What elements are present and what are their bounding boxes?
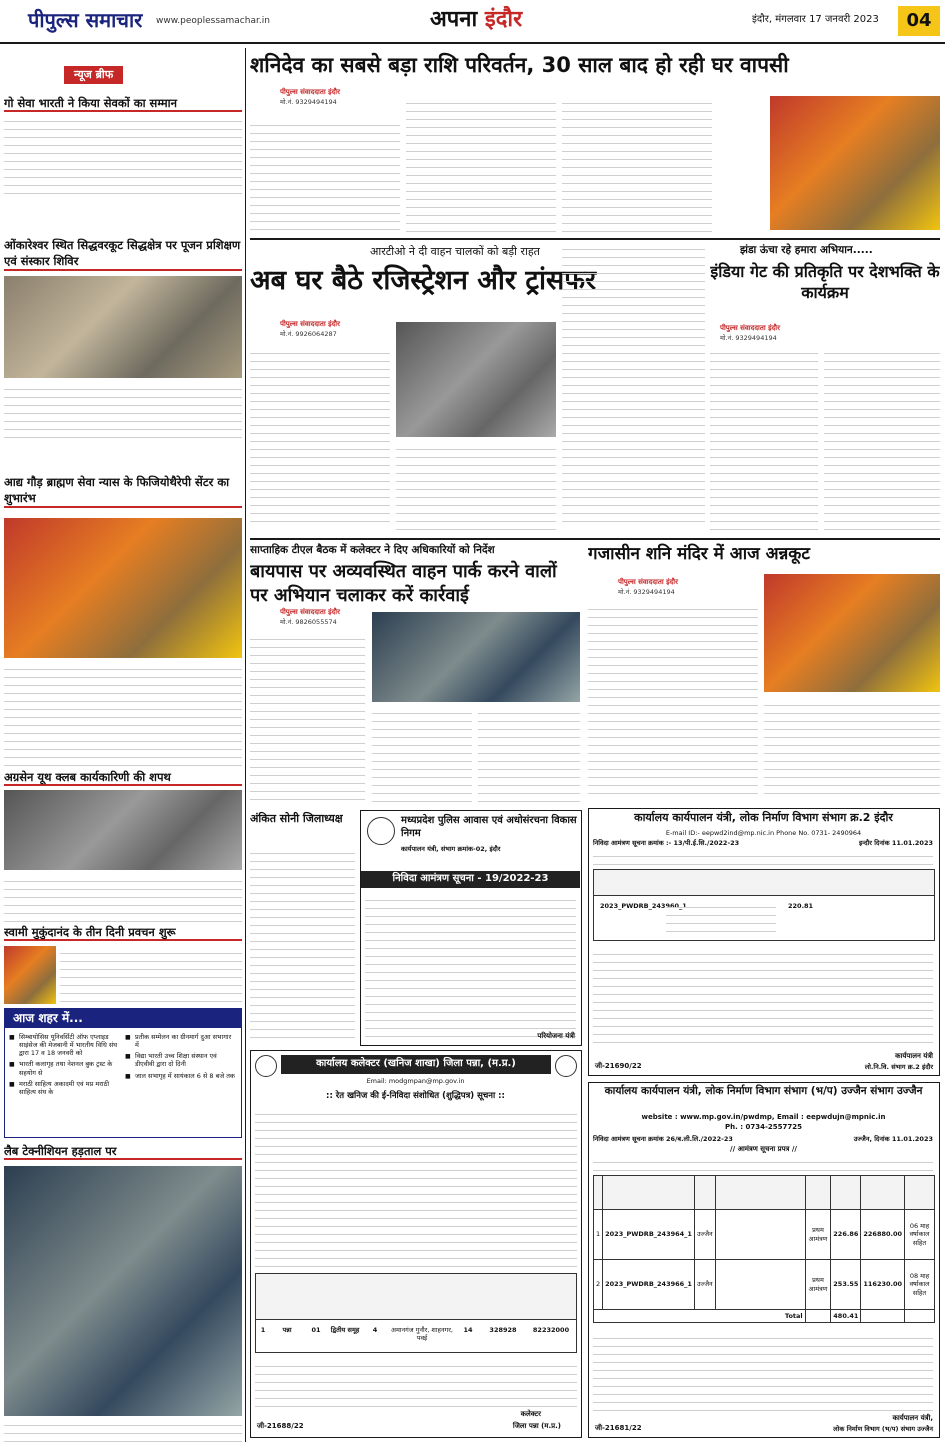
pwd-indore-email: E-mail ID:- eepwd2ind@mp.nic.in Phone No. 0731- 2490964 [665, 829, 862, 837]
pwd-indore-work-desc [666, 900, 776, 932]
collector-panna-ad [250, 1050, 582, 1438]
brief-3-headline: आद्य गौड़ ब्राह्मण सेवा न्यास के फिजियोथैरेपी सेंटर का शुभारंभ [4, 475, 242, 508]
rto-body-col1 [250, 346, 390, 522]
collector-ad-table [255, 1273, 577, 1353]
pwd-ujjain-sign: कार्यपालन यंत्री, [892, 1414, 933, 1423]
aaj-shehar-title: आज शहर में... [5, 1009, 241, 1028]
collector-ad-subtitle: :: रेत खनिज की ई-निविदा संशोधित (शुद्धिपत्र) सूचना :: [326, 1091, 505, 1101]
bypass-mobile: मो.नं. 9826055574 [280, 618, 337, 626]
shani-idol-photo [770, 96, 940, 230]
lead-body-col1 [250, 118, 400, 230]
ujjain-row-cell: प्रथम आमंत्रण [805, 1210, 831, 1260]
brief-3-body [4, 662, 242, 766]
pwd-indore-amount: 220.81 [788, 902, 814, 910]
brief-6-photo [4, 1166, 242, 1416]
section-rule [250, 538, 940, 540]
section-rule [250, 238, 940, 240]
ujjain-row-cell: 2023_PWDRB_243966_1 [603, 1260, 695, 1310]
gajasin-mobile: मो.नं. 9329494194 [618, 588, 675, 596]
ujjain-row-cell: 1 [594, 1210, 603, 1260]
rto-story [250, 242, 705, 537]
mp-logo-icon [555, 1055, 577, 1077]
pwd-ujjain-intro [593, 1155, 933, 1171]
ujjain-row-cell: 226.86 [831, 1210, 861, 1260]
collector-row-cell: पन्ना [282, 1326, 292, 1334]
column-divider [245, 48, 246, 1442]
collector-ad-body [255, 1107, 577, 1267]
ujjain-row-cell: 2 [594, 1260, 603, 1310]
brand-logo[interactable]: पीपुल्स समाचार [28, 8, 143, 32]
brief-4-body [4, 874, 242, 922]
pwd-indore-sign2: लो.नि.वि. संभाग क्र.2 इंदौर [864, 1062, 933, 1071]
pwd-indore-work-no: 2023_PWDRB_243960_1 [600, 902, 687, 910]
police-housing-ad [360, 810, 582, 1046]
pwd-indore-title: कार्यालय कार्यपालन यंत्री, लोक निर्माण विभाग संभाग क्र.2 इंदौर [634, 811, 893, 824]
collector-ad-sign: कलेक्टर [520, 1410, 541, 1419]
bypass-body-col3 [478, 706, 580, 802]
news-brief-tag: न्यूज ब्रीफ [64, 66, 123, 84]
lead-body-col2 [406, 96, 556, 232]
swami-photo [4, 946, 56, 1004]
gajasin-story [588, 542, 940, 804]
left-column [4, 48, 242, 1442]
ujjain-row-desc [715, 1260, 805, 1310]
bypass-headline: बायपास पर अव्यवस्थित वाहन पार्क करने वालों पर अभियान चलाकर करें कार्रवाई [250, 561, 557, 607]
brief-3-photo [4, 518, 242, 658]
pwd-indore-intro [593, 849, 933, 865]
police-ad-officer: परियोजना यंत्री [537, 1032, 575, 1041]
pwd-indore-terms [593, 947, 933, 1043]
pwd-ujjain-web: website : www.mp.gov.in/pwdmp, Email : eepwdujn@mpnic.in [641, 1113, 886, 1121]
ujjain-total: 480.41 [831, 1310, 861, 1323]
pwd-indore-ad [588, 808, 940, 1076]
ujjain-row-desc [715, 1210, 805, 1260]
section-title: अपना इंदौर [430, 7, 523, 32]
event-item: ■ सिम्बायोसिस यूनिवर्सिटी ऑफ एप्लाइड साइंसेज की मेजबानी में भारतीय विधि संघ द्वारा 17 व 18 जनवरी को [9, 1033, 121, 1057]
ujjain-row-cell: 116230.00 [861, 1260, 905, 1310]
police-ad-address: कार्यपालन यंत्री, संभाग क्रमांक-02, इंदौर [401, 845, 501, 853]
ujjain-row-cell: उज्जैन [694, 1260, 715, 1310]
gajasin-byline: पीपुल्स संवाददाता इंदौर [618, 578, 678, 586]
ujjain-row-cell: प्रथम आमंत्रण [805, 1260, 831, 1310]
collector-row-cell: 82232000 [532, 1326, 570, 1334]
lead-body-col3 [562, 96, 712, 232]
rto-mobile: मो.नं. 9926064287 [280, 330, 337, 338]
event-item: ■ भारती कलागृह तथा नेशनल बुक ट्रस्ट के सहयोग से [9, 1060, 121, 1076]
annakut-photo [764, 574, 940, 692]
collector-row-cell: 328928 [489, 1326, 517, 1334]
rto-office-photo [396, 322, 556, 437]
brief-5-body [60, 946, 242, 1002]
brief-1-body [4, 114, 242, 194]
brief-4-headline: अग्रसेन यूथ क्लब कार्यकारिणी की शपथ [4, 770, 242, 786]
police-emblem-icon [367, 817, 395, 845]
rto-body-col3 [562, 242, 705, 522]
bypass-story [250, 542, 580, 804]
brief-6-headline: लैब टेक्नीशियन हड़ताल पर [4, 1144, 242, 1160]
ankit-story [250, 808, 355, 1048]
bypass-body-col1 [250, 632, 365, 804]
india-gate-mobile: मो.नं. 9329494194 [720, 334, 777, 342]
event-item: ■ जाल सभागृह में सायंकाल 6 से 8 बजे तक [125, 1072, 237, 1080]
collector-row-cell: 1 [260, 1326, 266, 1334]
pwd-ujjain-ad [588, 1082, 940, 1438]
india-gate-headline: इंडिया गेट की प्रतिकृति पर देशभक्ति के कार्यक्रम [710, 262, 940, 302]
pwd-ujjain-notice: // आमंत्रण सूचना प्रपत्र // [730, 1145, 797, 1153]
lead-byline: पीपुल्स संवाददाता इंदौर [280, 88, 340, 96]
ujjain-row-cell: 226880.00 [861, 1210, 905, 1260]
brief-2-body [4, 382, 242, 438]
india-gate-story [710, 242, 940, 537]
india-gate-body-col2 [824, 346, 940, 530]
pwd-ujjain-ref: निविदा आमंत्रण सूचना क्रमांक 26/ब.ली.लि./2022-23 [593, 1135, 733, 1143]
ujjain-row-cell: 253.55 [831, 1260, 861, 1310]
police-ad-body [365, 893, 576, 1037]
pwd-indore-sign: कार्यपालन यंत्री [895, 1052, 933, 1061]
brief-1-headline: गो सेवा भारती ने किया सेवकों का सम्मान [4, 96, 242, 112]
collector-ad-code: जी-21688/22 [257, 1422, 304, 1431]
page-number: 04 [898, 6, 940, 36]
india-gate-kicker: झंडा ऊंचा रहे हमारा अभियान..... [740, 244, 873, 256]
pwd-ujjain-phone: Ph. : 0734-2557725 [725, 1123, 802, 1131]
brief-5-headline: स्वामी मुकुंदानंद के तीन दिनी प्रवचन शुरू [4, 925, 242, 941]
ujjain-row-cell: 08 माह वर्षाकाल सहित [905, 1260, 935, 1310]
india-gate-body-col1 [710, 346, 818, 530]
masthead [0, 0, 945, 44]
lead-story [250, 48, 940, 238]
gajasin-headline: गजासीन शनि मंदिर में आज अन्नकूट [588, 544, 810, 564]
pwd-ujjain-code: जी-21681/22 [595, 1424, 642, 1433]
aaj-shehar-box [4, 1008, 242, 1138]
ankit-body [250, 846, 355, 1038]
event-item: ■ मराठी साहित्य अकादमी एवं मप्र मराठी साहित्य संघ के [9, 1080, 121, 1096]
dateline: इंदौर, मंगलवार 17 जनवरी 2023 [752, 14, 879, 25]
ujjain-row-cell: 2023_PWDRB_243964_1 [603, 1210, 695, 1260]
bypass-byline: पीपुल्स संवाददाता इंदौर [280, 608, 340, 616]
collector-meeting-photo [372, 612, 580, 702]
police-ad-org: मध्यप्रदेश पुलिस आवास एवं अधोसंरचना विकास निगम [401, 815, 577, 839]
collector-row-cell: 14 [463, 1326, 473, 1334]
brief-6-body [4, 1418, 242, 1442]
brief-2-headline: ओंकारेश्वर स्थित सिद्धवरकूट सिद्धक्षेत्र पर पूजन प्रशिक्षण एवं संस्कार शिविर [4, 238, 242, 271]
lead-headline: शनिदेव का सबसे बड़ा राशि परिवर्तन, 30 साल बाद हो रही घर वापसी [250, 53, 789, 77]
ujjain-total-label: Total [594, 1310, 806, 1323]
pwd-indore-date: इन्दौर दिनांक 11.01.2023 [858, 839, 933, 847]
collector-ad-title: कार्यालय कलेक्टर (खनिज शाखा) जिला पन्ना, (म.प्र.) [281, 1055, 551, 1074]
event-item: ■ विद्या भारती उच्च शिक्षा संस्थान एवं डीएवीवी द्वारा दो दिनी [125, 1052, 237, 1068]
pwd-indore-code: जी-21690/22 [595, 1062, 642, 1071]
pwd-ujjain-sign2: लोक निर्माण विभाग (भ/प) संभाग उज्जैन [833, 1424, 933, 1433]
event-item: ■ प्रतीक सम्मेलन का ग्रीनमार्ग दुआ सभागार में [125, 1033, 237, 1049]
ujjain-row-cell: 06 माह वर्षाकाल सहित [905, 1210, 935, 1260]
lead-mobile: मो.नं. 9329494194 [280, 98, 337, 106]
rto-body-col2 [396, 442, 556, 530]
bypass-body-col2 [372, 706, 472, 802]
brief-2-photo [4, 276, 242, 378]
collector-row-cell: 01 [311, 1326, 321, 1334]
collector-ad-notes [255, 1359, 577, 1407]
collector-ad-email: Email: modgmpan@mp.gov.in [366, 1077, 465, 1085]
pwd-indore-ref: निविदा आमंत्रण सूचना क्रमांक :- 13/पी.ई.सि./2022-23 [593, 839, 740, 847]
collector-row-cell: द्वितीय समूह [330, 1326, 360, 1334]
pwd-ujjain-terms [593, 1331, 933, 1411]
pwd-ujjain-date: उज्जैन, दिनांक 11.01.2023 [853, 1135, 933, 1143]
pwd-ujjain-table [593, 1175, 935, 1325]
ujjain-row-cell: उज्जैन [694, 1210, 715, 1260]
pwd-ujjain-title: कार्यालय कार्यपालन यंत्री, लोक निर्माण विभाग संभाग (भ/प) उज्जैन संभाग उज्जैन [604, 1085, 923, 1097]
gajasin-body-col1 [588, 602, 758, 794]
bypass-kicker: साप्ताहिक टीएल बैठक में कलेक्टर ने दिए अधिकारियों को निर्देश [250, 544, 495, 556]
pwd-indore-table [593, 869, 935, 941]
collector-row-cell: 4 [372, 1326, 378, 1334]
rto-byline: पीपुल्स संवाददाता इंदौर [280, 320, 340, 328]
collector-ad-sign2: जिला पन्ना (म.प्र.) [512, 1422, 561, 1431]
brand-url[interactable]: www.peoplessamachar.in [156, 16, 270, 26]
ankit-headline: अंकित सोनी जिलाध्यक्ष [250, 812, 343, 825]
police-ad-tender: निविदा आमंत्रण सूचना - 19/2022-23 [361, 871, 580, 888]
rto-kicker: आरटीओ ने दी वाहन चालकों को बड़ी राहत [370, 245, 540, 258]
govt-emblem-icon [255, 1055, 277, 1077]
gajasin-body-col2 [764, 698, 940, 794]
collector-row-cell: अमानगंज गुनौर, शाहनगर, पवई [391, 1326, 453, 1343]
india-gate-byline: पीपुल्स संवाददाता इंदौर [720, 324, 780, 332]
rto-headline: अब घर बैठे रजिस्ट्रेशन और ट्रांसफर [250, 265, 597, 296]
brief-4-photo [4, 790, 242, 870]
